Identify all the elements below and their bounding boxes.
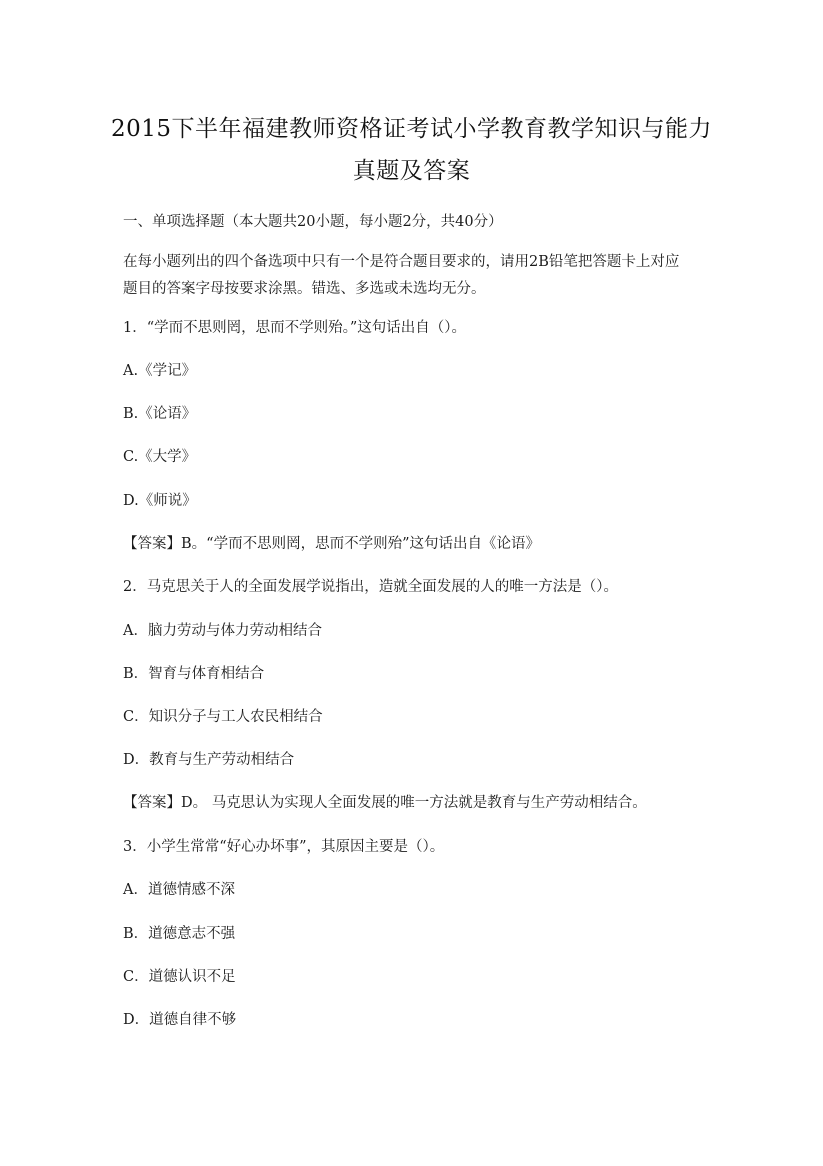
- answer-explanation: 【答案】D。 马克思认为实现人全面发展的唯一方法就是教育与生产劳动相结合。: [123, 795, 647, 811]
- answer-explanation: 【答案】B。“学而不思则罔，思而不学则殆”这句话出自《论语》: [123, 536, 540, 552]
- question-option: A．道德情感不深: [123, 882, 235, 898]
- question-option: D.《师说》: [123, 493, 197, 509]
- question-option: C．道德认识不足: [123, 969, 236, 985]
- question-option: B．道德意志不强: [123, 926, 236, 942]
- instructions-paragraph: [123, 249, 703, 303]
- question-option: C.《大学》: [123, 449, 197, 465]
- question-option: B.《论语》: [123, 406, 197, 422]
- question-stem: 2．马克思关于人的全面发展学说指出，造就全面发展的人的唯一方法是（）。: [123, 579, 618, 595]
- document-title-line-2: 真题及答案: [352, 158, 471, 184]
- question-option: C．知识分子与工人农民相结合: [123, 709, 323, 725]
- section-heading: 一、单项选择题（本大题共20小题，每小题2分，共40分）: [123, 214, 503, 230]
- question-stem: 3．小学生常常“好心办坏事”，其原因主要是（）。: [123, 839, 445, 855]
- question-option: D．教育与生产劳动相结合: [123, 752, 295, 768]
- question-option: D．道德自律不够: [123, 1012, 237, 1028]
- question-option: A.《学记》: [123, 363, 197, 379]
- question-stem: 1．“学而不思则罔，思而不学则殆。”这句话出自（）。: [123, 320, 467, 336]
- question-option: B．智育与体育相结合: [123, 666, 265, 682]
- instructions-line: 题目的答案字母按要求涂黑。错选、多选或未选均无分。: [123, 281, 486, 297]
- question-option: A．脑力劳动与体力劳动相结合: [123, 623, 322, 639]
- document-title-line-1: 2015下半年福建教师资格证考试小学教育教学知识与能力: [110, 116, 713, 142]
- instructions-line: 在每小题列出的四个备选项中只有一个是符合题目要求的，请用2B铅笔把答题卡上对应: [123, 254, 680, 270]
